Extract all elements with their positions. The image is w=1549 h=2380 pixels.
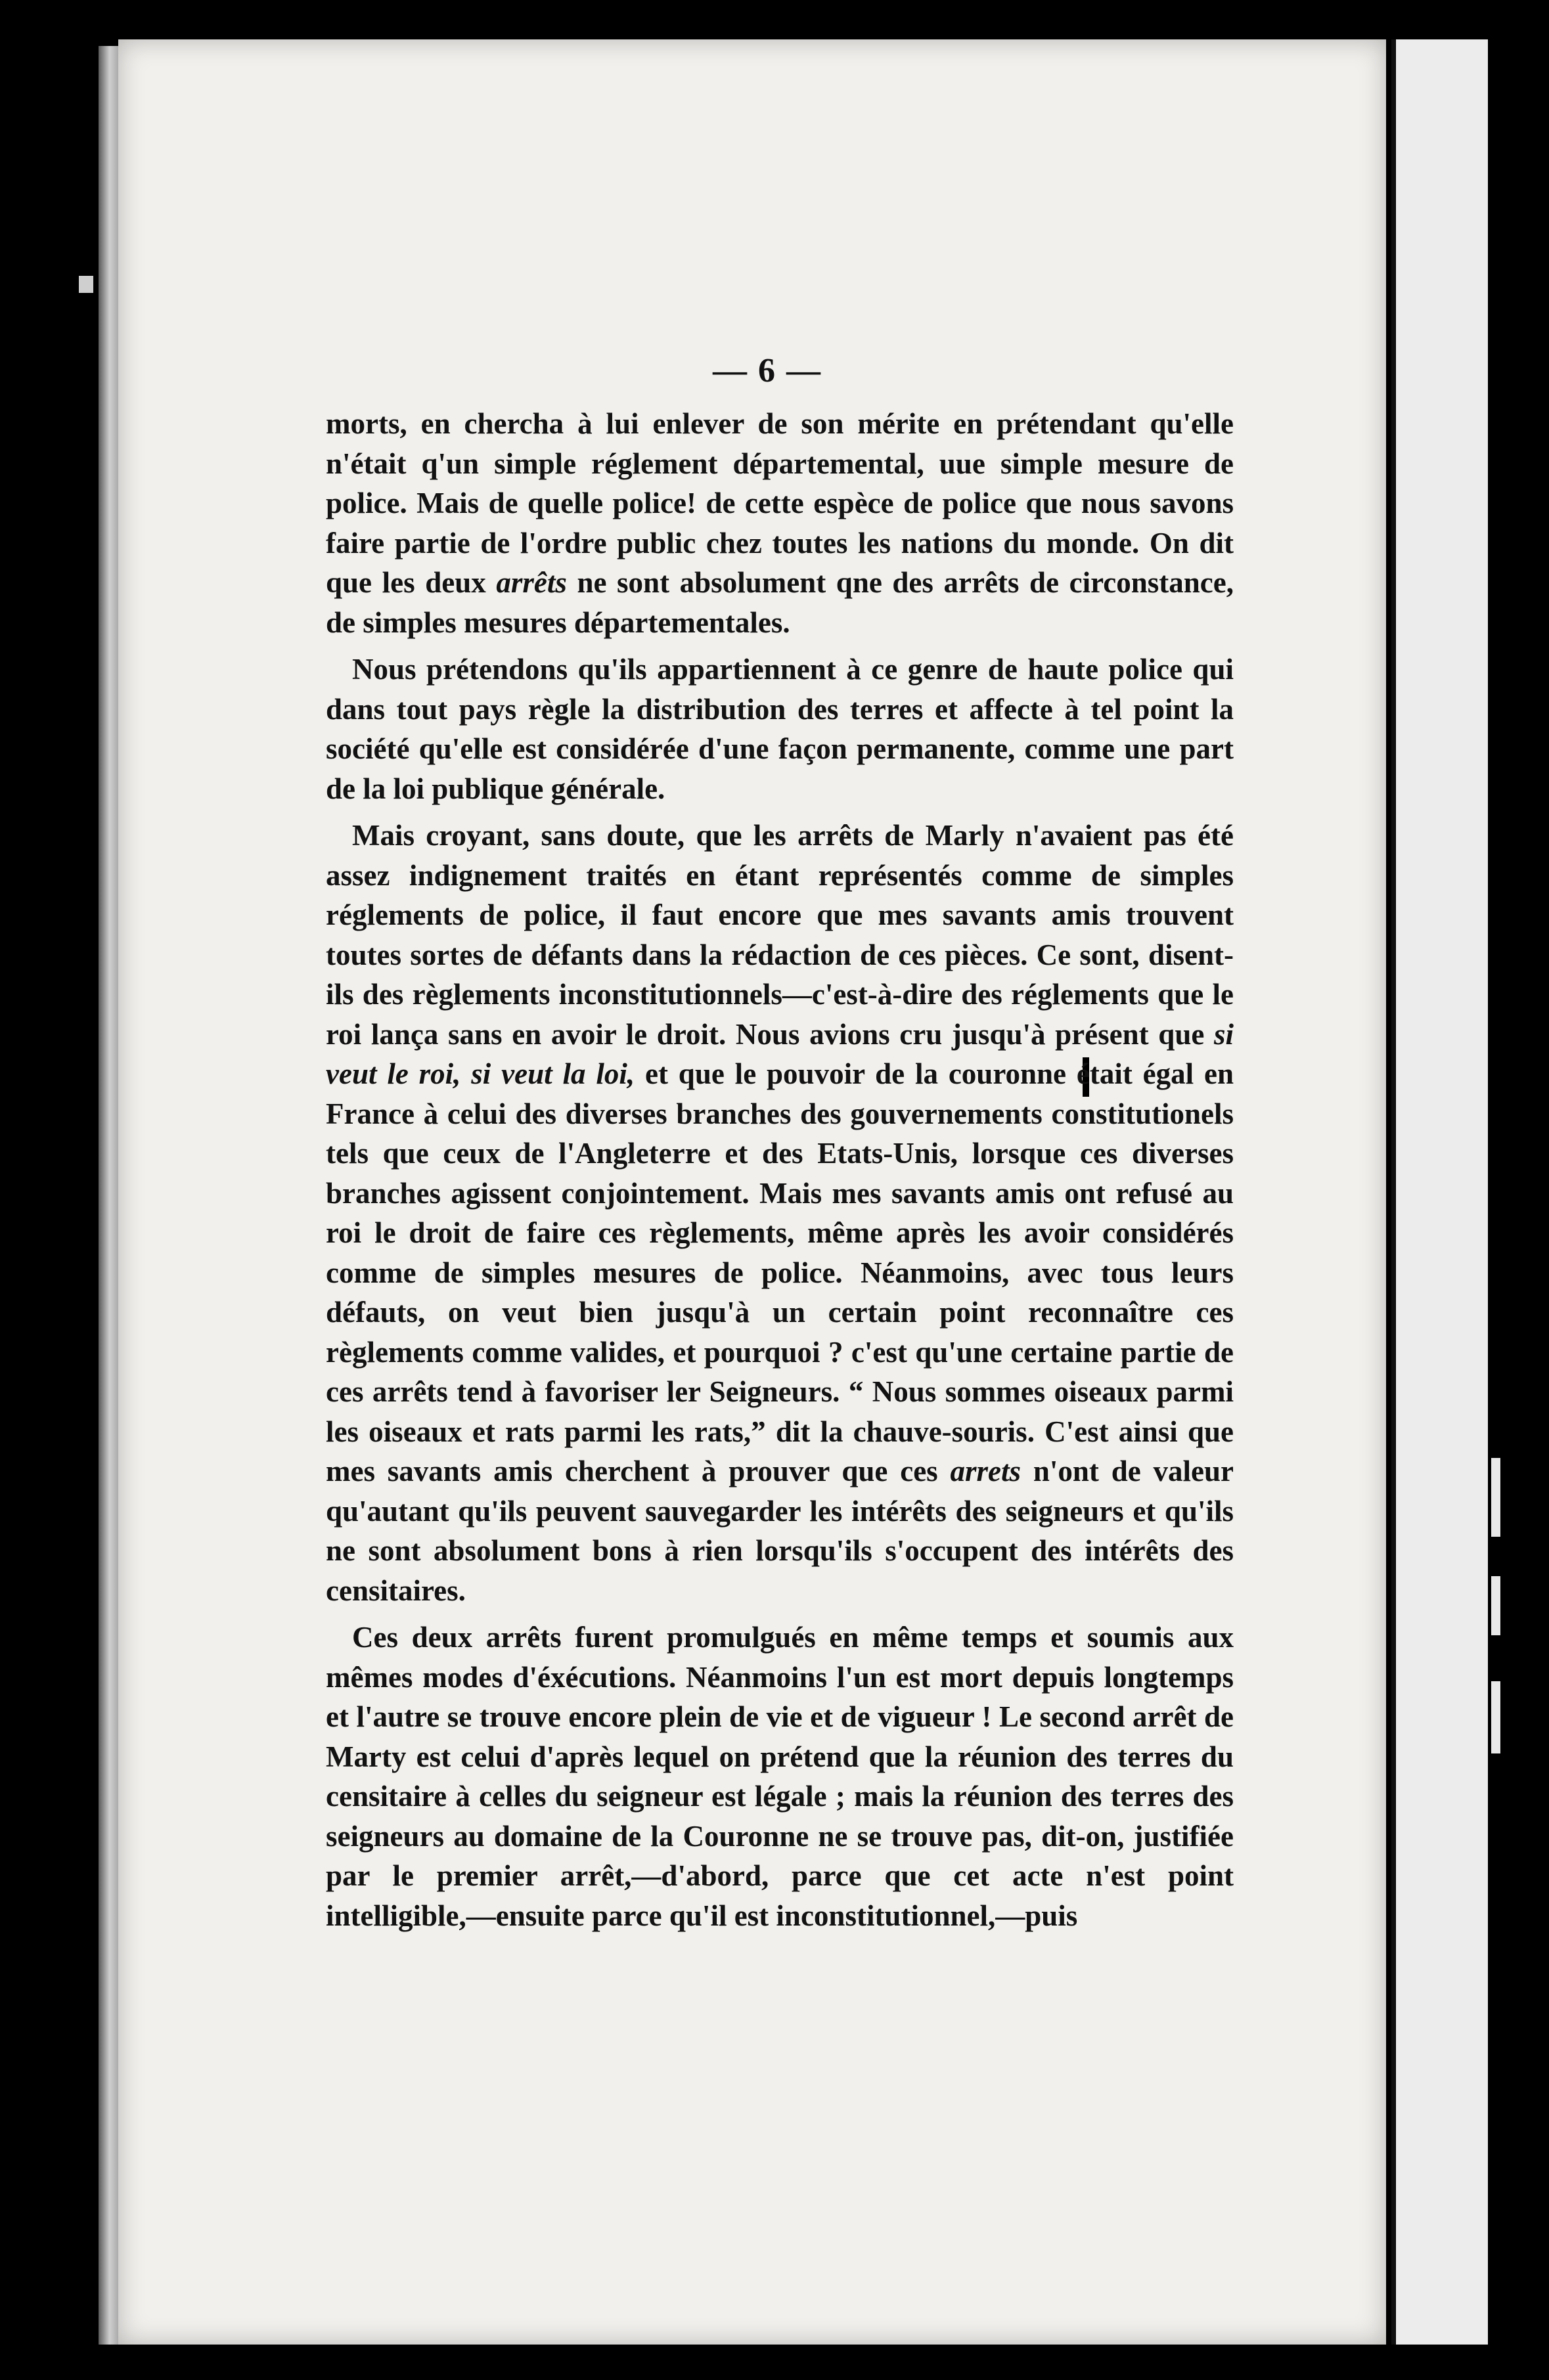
adjacent-page-mark <box>1491 1576 1500 1635</box>
paragraph <box>326 816 1234 1610</box>
text-run: et que le pouvoir de la couronne était égal en France à celui des diverses branches des gouvernements constitutionels tels que ceux de l'Angleterre et des Etats-Unis, lorsque ces diverses branches agissent conjointement. Mais mes savants amis ont refusé au roi le droit de faire ces règlements, même après les avoir considérés comme de simples mesures de police. Néanmoins, avec tous leurs défauts, on veut bien jusqu'à un certain point reconnaître ces règlements comme valides, et pourquoi ? c'est qu'une certaine partie de ces arrêts tend à favoriser ler Seigneurs. “ Nous sommes oiseaux parmi les oiseaux et rats parmi les rats,” dit la chauve-souris. C'est ainsi que mes savants amis cherchent à prouver que ces <box>326 1057 1234 1488</box>
page-number: — 6 — <box>713 352 822 389</box>
text-run: morts, en chercha à lui enlever de son mérite en prétendant qu'elle n'était q'un simple réglement départemental, uue simple mesure de police. Mais de quelle police! de cette espèce de police que nous savons faire partie de l'ordre public chez toutes les nations du monde. On dit que les deux <box>326 407 1234 599</box>
text-run: Ces deux arrêts furent promulgués en même temps et soumis aux mêmes modes d'éxécutions. Néanmoins l'un est mort depuis longtemps et l'autre se trouve encore plein de vie et de vigueur ! Le second arrêt de Marty est celui d'après lequel on prétend que la réunion des terres du censitaire à celles du seigneur est légale ; mais la réunion des terres des seigneurs au domaine de la Couronne ne se trouve pas, dit-on, justifiée par le premier arrêt,—d'abord, parce que cet acte n'est point intelligible,—ensuite parce qu'il est inconstitutionnel,—puis <box>326 1621 1234 1932</box>
adjacent-page-mark <box>1491 1458 1500 1537</box>
text-run-italic: arrêts <box>496 566 567 599</box>
text-run-italic: arrets <box>950 1455 1021 1488</box>
paragraph <box>326 650 1234 808</box>
adjacent-page <box>1396 39 1488 2345</box>
text-run-italic: si veut le roi, si veut la loi, <box>326 1017 1234 1090</box>
text-run: Mais croyant, sans doute, que les arrêts de Marly n'avaient pas été assez indignement traités en étant représentés comme de simples réglements de police, il faut encore que mes savants amis trouvent toutes sortes de défants dans la rédaction de ces pièces. Ce sont, disent-ils des règlements inconstitutionnels—c'est-à-dire des réglements que le roi lança sans en avoir le droit. Nous avions cru jusqu'à présent que <box>326 819 1234 1051</box>
text-run: ne sont absolument qne des arrêts de circonstance, de simples mesures départementales. <box>326 566 1234 639</box>
paragraph <box>326 1618 1234 1935</box>
adjacent-page-mark <box>1491 1681 1500 1753</box>
body-text <box>326 404 1234 1935</box>
text-run: Nous prétendons qu'ils appartiennent à ce genre de haute police qui dans tout pays règle la distribution des terres et affecte à tel point la société qu'elle est considérée d'une façon permanente, comme une part de la loi publique générale. <box>326 653 1234 805</box>
page-edge-divider <box>1391 39 1395 2345</box>
binding-mark <box>79 276 93 293</box>
paragraph <box>326 404 1234 642</box>
text-run: n'ont de valeur qu'autant qu'ils peuvent sauvegarder les intérêts des seigneurs et qu'ils ne sont absolument bons à rien lorsqu'ils s'occupent des intérêts des censitaires. <box>326 1455 1234 1607</box>
